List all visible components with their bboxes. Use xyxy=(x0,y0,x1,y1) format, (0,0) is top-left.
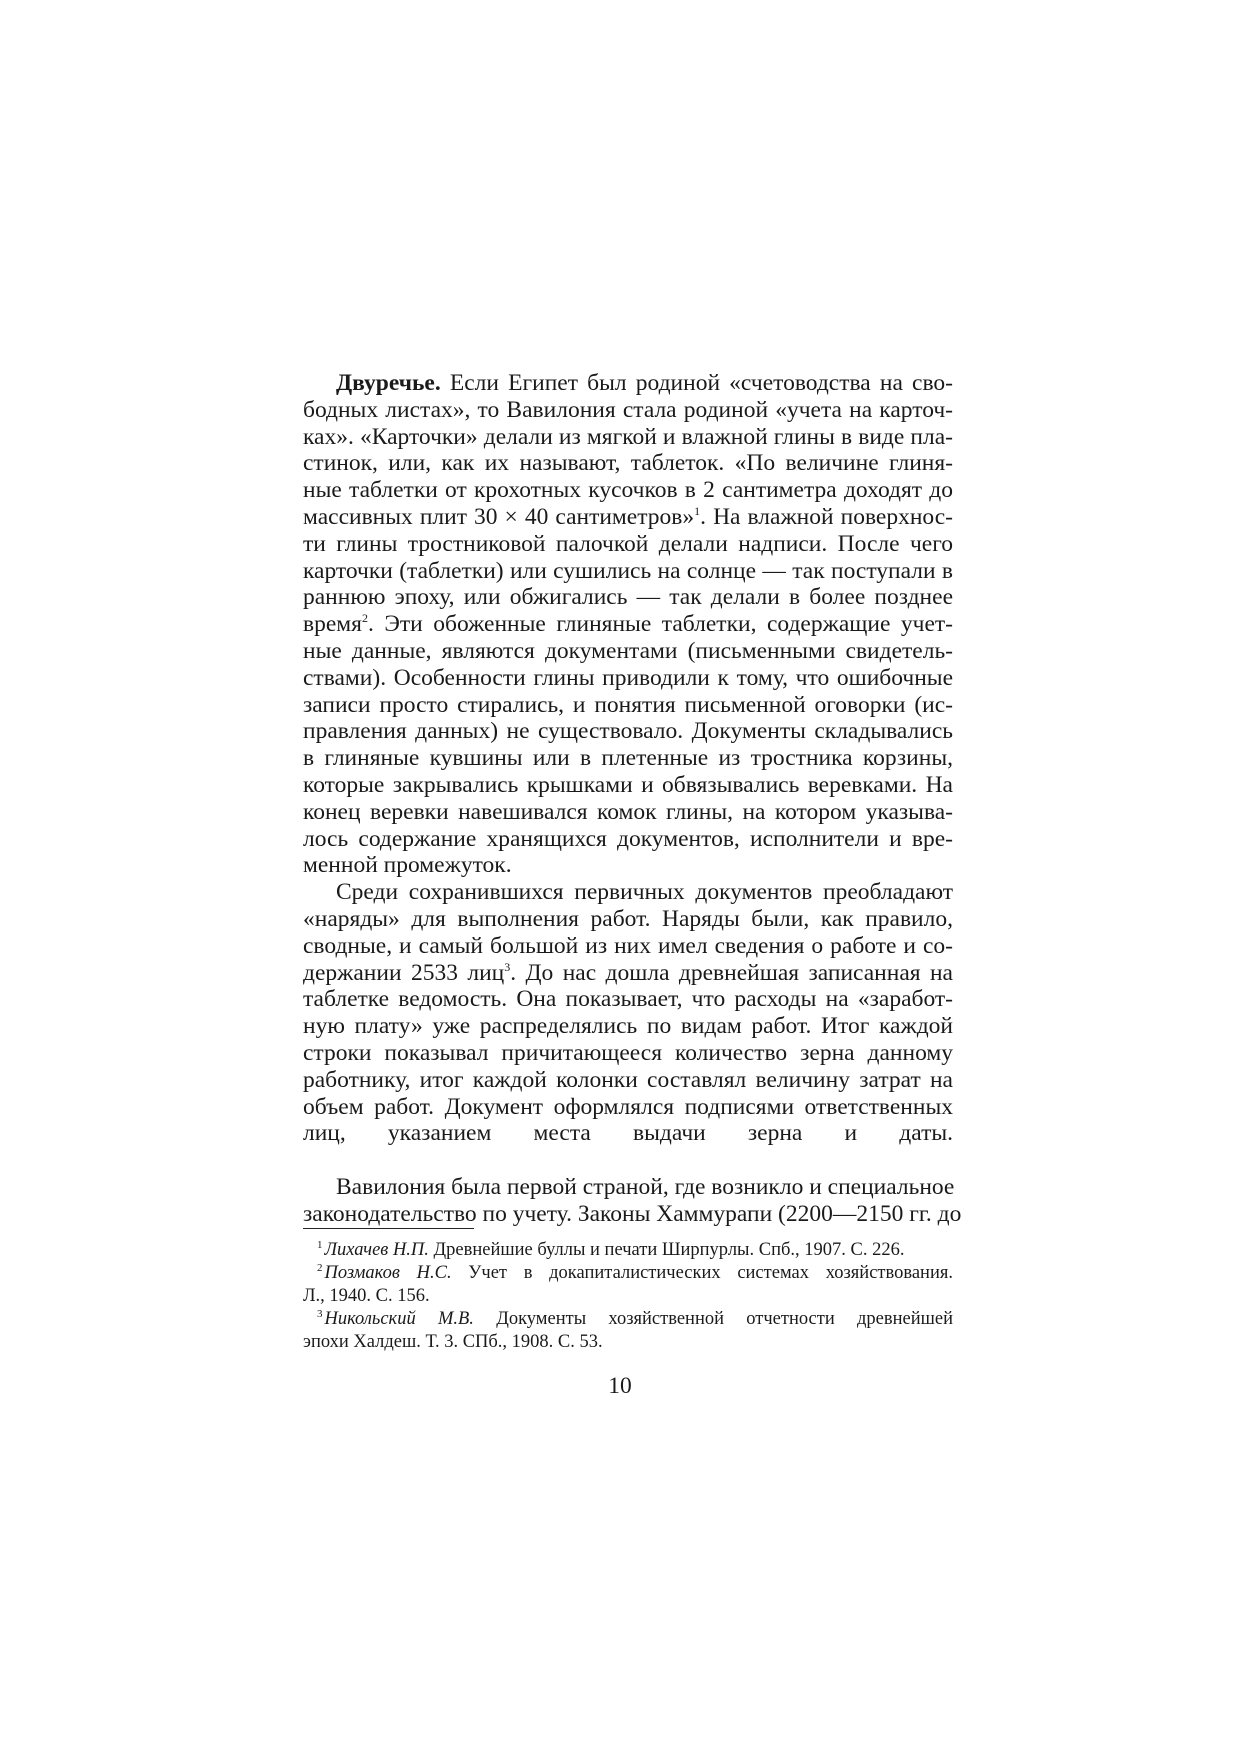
text-line: лиц, указанием места выдачи зерна и даты. xyxy=(303,1120,953,1147)
text-line: конец веревки навешивался комок глины, на котором указыва- xyxy=(303,798,953,825)
footnotes xyxy=(303,1239,953,1354)
text-line: в глиняные кувшины или в плетенные из тростника корзины, xyxy=(303,745,953,772)
text-line: менной промежуток. xyxy=(303,852,512,879)
text-line: ную плату» уже распределялись по видам работ. Итог каждой xyxy=(303,1013,953,1040)
footnote-1: $^1$ Лихачев Н.П. Древнейшие буллы и печати Ширпурлы. Спб., 1907. С. 226. xyxy=(317,1239,905,1260)
footnote-ref: 3 xyxy=(504,959,511,974)
footnote-ref: 2 xyxy=(361,611,368,626)
text-line: Вавилония была первой страной, где возникло и специальное xyxy=(336,1173,955,1200)
text-line: ствами). Особенности глины приводили к тому, что ошибочные xyxy=(303,664,953,691)
text-line: время$^2$. Эти обоженные глиняные таблетки, содержащие учет- xyxy=(303,611,953,638)
page-number: 10 xyxy=(608,1373,632,1399)
footnote-2-continuation: Л., 1940. С. 156. xyxy=(303,1286,430,1306)
text-line: законодательство по учету. Законы Хаммурапи (2200—2150 гг. до xyxy=(303,1200,962,1227)
text-line: Двуречье. Если Египет был родиной «счетоводства на сво- xyxy=(336,370,953,396)
text-line: бодных листах», то Вавилония стала родиной «учета на карточ- xyxy=(303,396,953,423)
text-line: таблетке ведомость. Она показывает, что расходы на «заработ- xyxy=(303,986,953,1013)
footnote-divider xyxy=(303,1228,474,1229)
text-line: строки показывал причитающееся количество зерна данному xyxy=(303,1039,953,1066)
text-line: записи просто стирались, и понятия письменной оговорки (ис- xyxy=(303,691,953,718)
footnote-3-continuation: эпохи Халдеш. Т. 3. СПб., 1908. С. 53. xyxy=(303,1332,603,1352)
text-line: правления данных) не существовало. Документы складывались xyxy=(303,718,953,745)
text-line: ти глины тростниковой палочкой делали надписи. После чего xyxy=(303,530,953,557)
footnote-ref: 1 xyxy=(694,503,701,518)
text-line: стинок, или, как их называют, таблеток. «По величине глиня- xyxy=(303,450,953,477)
text-line: Среди сохранившихся первичных документов преобладают xyxy=(336,879,953,906)
text-line: ные данные, являются документами (письменными свидетель- xyxy=(303,637,953,664)
text-line: работнику, итог каждой колонки составлял величину затрат на xyxy=(303,1066,953,1093)
text-line: которые закрывались крышками и обвязывались веревками. На xyxy=(303,771,953,798)
text-line xyxy=(303,1147,953,1174)
text-line: карточки (таблетки) или сушились на солнце — так поступали в xyxy=(303,557,953,584)
main-text xyxy=(303,370,962,1228)
text-line: ках». «Карточки» делали из мягкой и влажной глины в виде пла- xyxy=(303,423,953,450)
text-line: сводные, и самый большой из них имел сведения о работе и со- xyxy=(303,932,953,959)
text-line: массивных плит 30 × 40 сантиметров»$^1$. На влажной поверхнос- xyxy=(303,503,954,530)
footnote-2: $^2$ Позмаков Н.С. Учет в докапиталистических системах хозяйствования. xyxy=(317,1262,953,1283)
text-line: раннюю эпоху, или обжигались — так делали в более позднее xyxy=(303,584,953,611)
text-line: лось содержание хранящихся документов, исполнители и вре- xyxy=(303,825,953,852)
text-line: держании 2533 лиц$^3$. До нас дошла древнейшая записанная на xyxy=(303,959,953,986)
text-line: объем работ. Документ оформлялся подписями ответственных xyxy=(303,1093,953,1120)
text-line: ные таблетки от крохотных кусочков в 2 сантиметра доходят до xyxy=(303,477,953,504)
section-heading: Двуречье. xyxy=(336,370,441,396)
text-line: «наряды» для выполнения работ. Наряды были, как правило, xyxy=(303,905,953,932)
footnote-3: $^3$ Никольский М.В. Документы хозяйственной отчетности древнейшей xyxy=(317,1308,953,1329)
